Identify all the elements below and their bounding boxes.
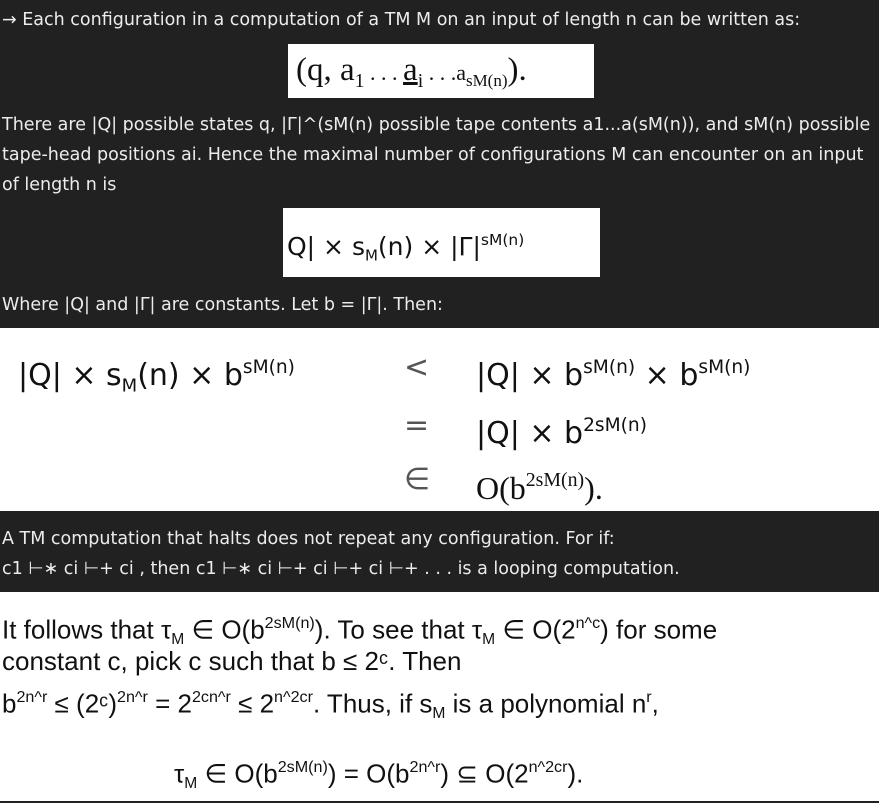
ineq-lhs-mid: (n) × b: [137, 358, 243, 394]
rel-equal: =: [404, 408, 430, 443]
final-l1b: ∈ O(b: [184, 614, 265, 645]
ineq-r1b: × b: [635, 358, 699, 394]
max-sub: M: [364, 246, 378, 265]
halt-line1: A TM computation that halts does not repeat any configuration. For if:: [2, 529, 615, 549]
final-l4d: ) ⊆ O(2: [440, 758, 529, 789]
ineq-r1a: |Q| × b: [476, 358, 584, 394]
final-l3c: = 2: [147, 688, 192, 719]
config-close: ).: [507, 52, 527, 88]
para1-line1: There are |Q| possible states q, |Γ|^(sM(n) possible tape contents a1...a(sM(n)), and sM(n) possible: [2, 115, 871, 135]
final-l4-sup2: 2n^r: [409, 758, 441, 776]
final-l1-sup2: n^c: [575, 614, 601, 632]
final-l4-sup1: 2sM(n): [277, 758, 328, 776]
intro-text: → Each configuration in a computation of a TM M on an input of length n can be written as:: [2, 10, 801, 30]
rel-in: ∈: [404, 462, 431, 497]
config-last-sub: sM(n): [465, 70, 508, 90]
final-l4a: τ: [174, 758, 185, 789]
final-l3-sup1: 2n^r: [16, 688, 48, 706]
max-configurations-formula: [283, 208, 600, 277]
config-dots1: . . .: [364, 60, 404, 85]
final-l1-sub2: M: [482, 630, 496, 648]
config-ai: a: [403, 52, 418, 88]
rel-less: <: [404, 350, 430, 385]
para1-line3: of length n is: [2, 175, 117, 195]
final-l4-sub: M: [184, 774, 198, 792]
final-l1d: ∈ O(2: [495, 614, 576, 645]
ineq-lhs-sup: sM(n): [242, 357, 295, 378]
ineq-r3-end: ).: [584, 469, 603, 506]
ineq-r1b-sup: sM(n): [698, 357, 751, 378]
config-ai-sub: i: [417, 69, 424, 92]
ineq-r2-sup: 2sM(n): [583, 415, 647, 436]
final-l1-sup: 2sM(n): [264, 614, 315, 632]
final-l4c: ) = O(b: [327, 758, 410, 789]
final-l3e: . Thus, if s: [312, 688, 433, 719]
final-l1-sub: M: [171, 630, 185, 648]
final-l1e: ) for some: [600, 614, 718, 645]
final-l1a: It follows that τ: [2, 614, 172, 645]
final-l3-sup2: 2n^r: [117, 688, 148, 706]
ineq-r1a-sup: sM(n): [583, 357, 636, 378]
ineq-lhs-sub: M: [121, 375, 138, 397]
ineq-lhs: |Q| × s: [18, 358, 122, 394]
final-l3f: is a polynomial n: [445, 688, 647, 719]
configuration-formula: [288, 44, 594, 98]
final-l4-sup3: n^2cr: [528, 758, 568, 776]
final-l3b: ≤ (2ᶜ): [47, 688, 118, 719]
halt-line2: c1 ⊢∗ ci ⊢+ ci , then c1 ⊢∗ ci ⊢+ ci ⊢+ ci ⊢+ . . . is a looping computation.: [2, 559, 680, 579]
constants-text: Where |Q| and |Γ| are constants. Let b = |Γ|. Then:: [2, 295, 443, 315]
ineq-r3: O(b: [476, 469, 526, 506]
final-l3g: ,: [651, 688, 659, 719]
final-l4b: ∈ O(b: [197, 758, 278, 789]
config-dots2: . . .a: [423, 60, 466, 85]
inequality-derivation: [0, 328, 879, 511]
final-l3-sup5: r: [646, 688, 652, 706]
ineq-r3-sup: 2sM(n): [525, 469, 585, 491]
ineq-r2: |Q| × b: [476, 416, 584, 452]
final-l3d: ≤ 2: [230, 688, 275, 719]
max-sup: sM(n): [480, 231, 525, 249]
max-mid: (n) × |Γ|: [377, 232, 481, 262]
final-derivation: [0, 592, 879, 801]
final-l3a: b: [2, 688, 17, 719]
max-left: Q| × s: [287, 232, 365, 262]
final-l4e: ).: [567, 758, 584, 789]
config-open: (q, a: [296, 52, 355, 88]
final-l3-sup4: n^2cr: [274, 688, 313, 706]
para1-line2: tape-head positions ai. Hence the maximal number of configurations M can encounter on an input: [2, 145, 864, 165]
final-l2: constant c, pick c such that b ≤ 2ᶜ. Then: [2, 646, 462, 676]
final-l1c: ). To see that τ: [314, 614, 483, 645]
config-sub1: 1: [354, 69, 365, 92]
final-l3-sup3: 2cn^r: [191, 688, 231, 706]
final-l3-sub: M: [432, 704, 446, 722]
